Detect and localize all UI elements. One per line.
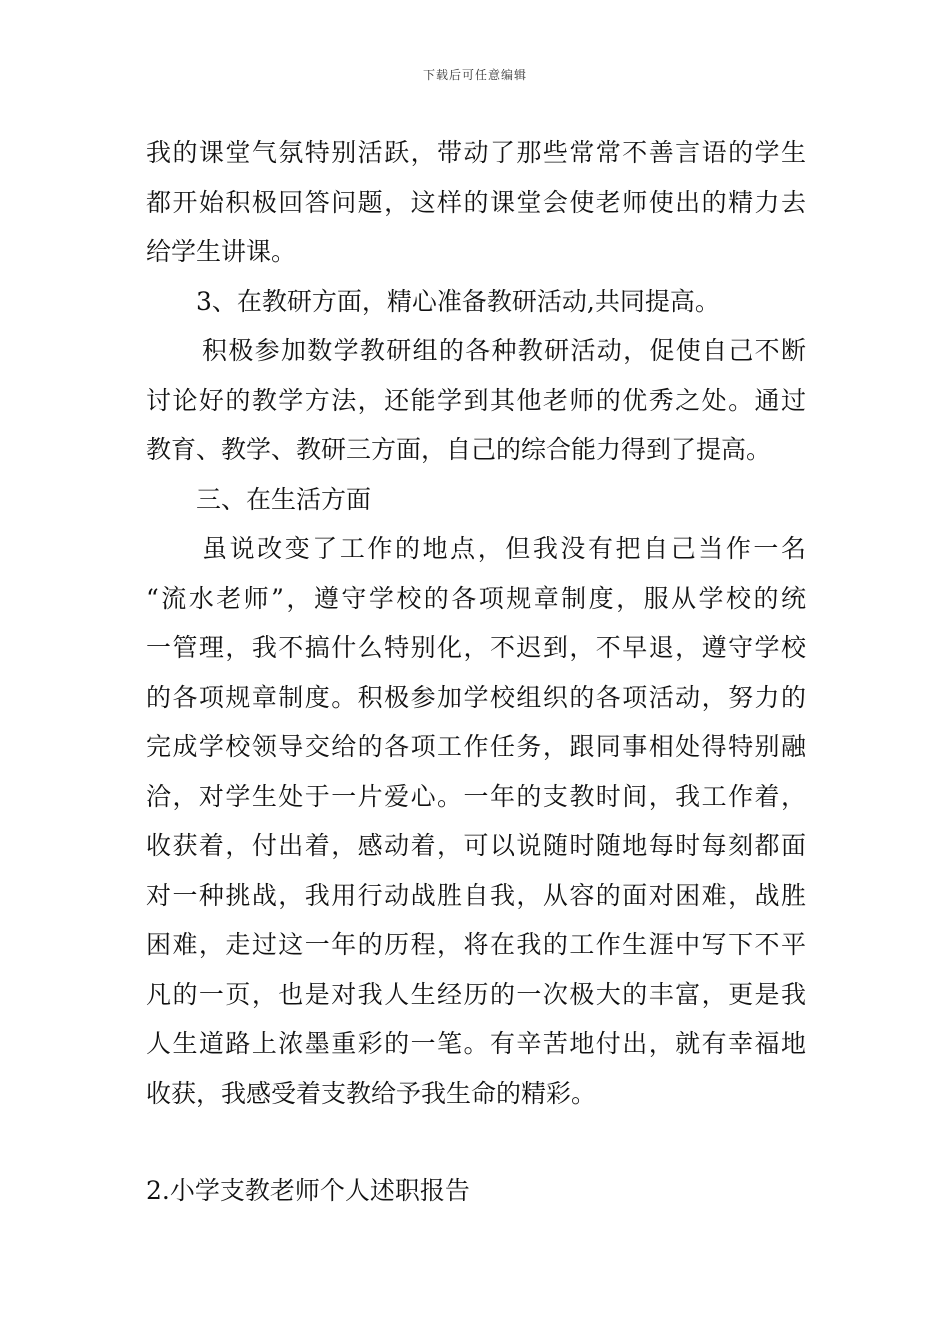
text-line: 对一种挑战，我用行动战胜自我，从容的面对困难，战胜 <box>146 880 806 910</box>
text-line: 3、在教研方面，精心准备教研活动,共同提高。 <box>196 286 720 316</box>
paragraph-gap <box>146 1118 806 1166</box>
text-line: 收获着，付出着，感动着，可以说随时随地每时每刻都面 <box>146 831 806 860</box>
text-line: 人生道路上浓墨重彩的一笔。有辛苦地付出，就有幸福地 <box>146 1029 806 1058</box>
text-line: 教育、教学、教研三方面，自己的综合能力得到了提高。 <box>146 435 772 464</box>
section-title: 2.小学支教老师个人述职报告 <box>146 1176 470 1205</box>
text-line: 积极参加数学教研组的各种教研活动，促使自己不断 <box>202 336 806 365</box>
text-line: 洽，对学生处于一片爱心。一年的支教时间，我工作着， <box>146 781 806 811</box>
text-line: 困难，走过这一年的历程，将在我的工作生涯中写下不平 <box>146 930 806 959</box>
text-line: 给学生讲课。 <box>146 237 297 266</box>
text-line: 凡的一页，也是对我人生经历的一次极大的丰富，更是我 <box>146 979 806 1009</box>
header-note: 下载后可任意编辑 <box>422 68 527 82</box>
text-line: 我的课堂气氛特别活跃，带动了那些常常不善言语的学生 <box>146 138 806 167</box>
text-line: 收获，我感受着支教给予我生命的精彩。 <box>146 1078 597 1108</box>
text-line: 都开始积极回答问题，这样的课堂会使老师使出的精力去 <box>146 187 806 217</box>
text-line: 的各项规章制度。积极参加学校组织的各项活动，努力的 <box>146 682 806 712</box>
text-line: 虽说改变了工作的地点，但我没有把自己当作一名 <box>202 534 806 563</box>
text-line: 完成学校领导交给的各项工作任务，跟同事相处得特别融 <box>146 732 806 761</box>
text-line: 三、在生活方面 <box>196 484 372 514</box>
text-line: “流水老师”，遵守学校的各项规章制度，服从学校的统 <box>146 583 806 613</box>
document-body <box>146 128 806 1216</box>
text-line: 一管理，我不搞什么特别化，不迟到，不早退，遵守学校 <box>146 633 806 662</box>
text-line: 讨论好的教学方法，还能学到其他老师的优秀之处。通过 <box>146 385 806 415</box>
